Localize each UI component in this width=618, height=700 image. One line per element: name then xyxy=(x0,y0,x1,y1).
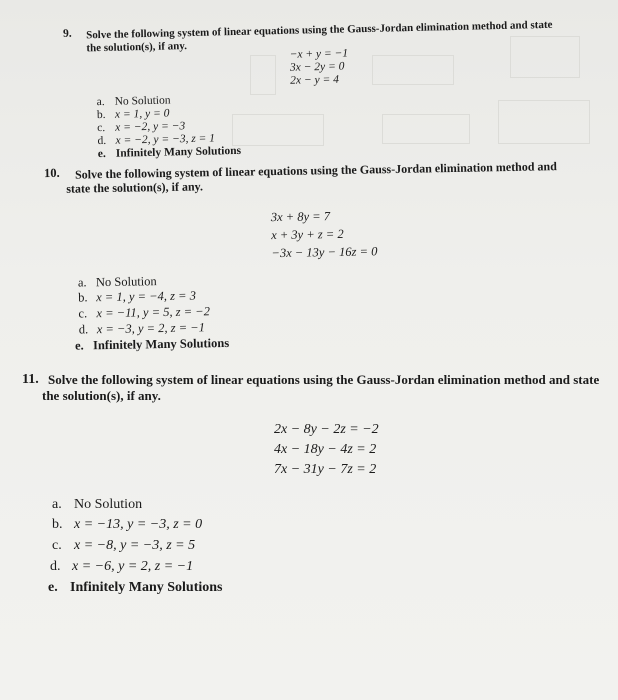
question-prompt: Solve the following system of linear equations using the Gauss-Jordan elimination method and xyxy=(74,159,557,182)
option-text: x = −13, y = −3, z = 0 xyxy=(74,517,203,532)
question-number: 9. xyxy=(62,27,72,40)
equation: x + 3y + z = 2 xyxy=(271,226,344,243)
option-letter: b. xyxy=(52,517,63,532)
question-prompt: the solution(s), if any. xyxy=(42,388,161,403)
equation: 3x − 2y = 0 xyxy=(289,60,345,74)
question-prompt: Solve the following system of linear equations using the Gauss-Jordan elimination method and state xyxy=(48,372,600,387)
option-letter: a. xyxy=(77,275,87,290)
option-letter: a. xyxy=(96,96,105,109)
equation: 7x − 31y − 7z = 2 xyxy=(274,462,377,477)
option-letter: c. xyxy=(97,122,106,135)
option-letter: c. xyxy=(78,306,88,321)
option-text: x = 1, y = −4, z = 3 xyxy=(96,288,197,305)
equation: 4x − 18y − 4z = 2 xyxy=(274,442,377,457)
option-text: No Solution xyxy=(74,497,143,512)
option-text: x = −8, y = −3, z = 5 xyxy=(74,538,196,553)
option-letter: d. xyxy=(78,322,89,337)
question-prompt: Solve the following system of linear equations using the Gauss-Jordan elimination method and state xyxy=(85,18,553,42)
option-text: x = −6, y = 2, z = −1 xyxy=(72,559,194,574)
question-number: 11. xyxy=(22,372,39,387)
equation: −x + y = −1 xyxy=(289,47,349,61)
option-text: Infinitely Many Solutions xyxy=(115,144,242,160)
option-text: x = −2, y = −3 xyxy=(115,120,186,134)
option-text: x = −2, y = −3, z = 1 xyxy=(115,132,216,147)
option-letter: d. xyxy=(50,559,61,574)
answer-option-c[interactable] xyxy=(52,538,195,554)
option-letter: b. xyxy=(96,108,106,122)
option-text: No Solution xyxy=(95,274,157,290)
option-text: No Solution xyxy=(114,94,171,108)
answer-option-d[interactable] xyxy=(50,559,193,575)
answer-option-b[interactable] xyxy=(52,517,202,533)
answer-option-e[interactable] xyxy=(48,580,222,596)
option-letter: c. xyxy=(52,538,62,553)
option-letter: e. xyxy=(74,338,84,353)
option-text: x = 1, y = 0 xyxy=(114,107,170,121)
equation: 2x − 8y − 2z = −2 xyxy=(274,422,379,437)
equation: 2x − y = 4 xyxy=(290,73,340,87)
question-prompt: state the solution(s), if any. xyxy=(66,179,204,196)
equation: −3x − 13y − 16z = 0 xyxy=(271,244,378,261)
option-letter: b. xyxy=(78,290,88,305)
option-letter: a. xyxy=(52,497,62,512)
option-letter: d. xyxy=(97,134,107,148)
question-number: 10. xyxy=(43,165,60,181)
option-text: Infinitely Many Solutions xyxy=(92,335,230,353)
option-text: x = −11, y = 5, z = −2 xyxy=(96,304,211,321)
answer-option-a[interactable] xyxy=(52,497,142,513)
option-text: Infinitely Many Solutions xyxy=(70,580,223,595)
equation: 3x + 8y = 7 xyxy=(270,209,331,225)
option-letter: e. xyxy=(48,580,58,595)
option-text: x = −3, y = 2, z = −1 xyxy=(96,320,205,337)
question-prompt: the solution(s), if any. xyxy=(86,40,188,55)
option-letter: e. xyxy=(97,147,106,161)
